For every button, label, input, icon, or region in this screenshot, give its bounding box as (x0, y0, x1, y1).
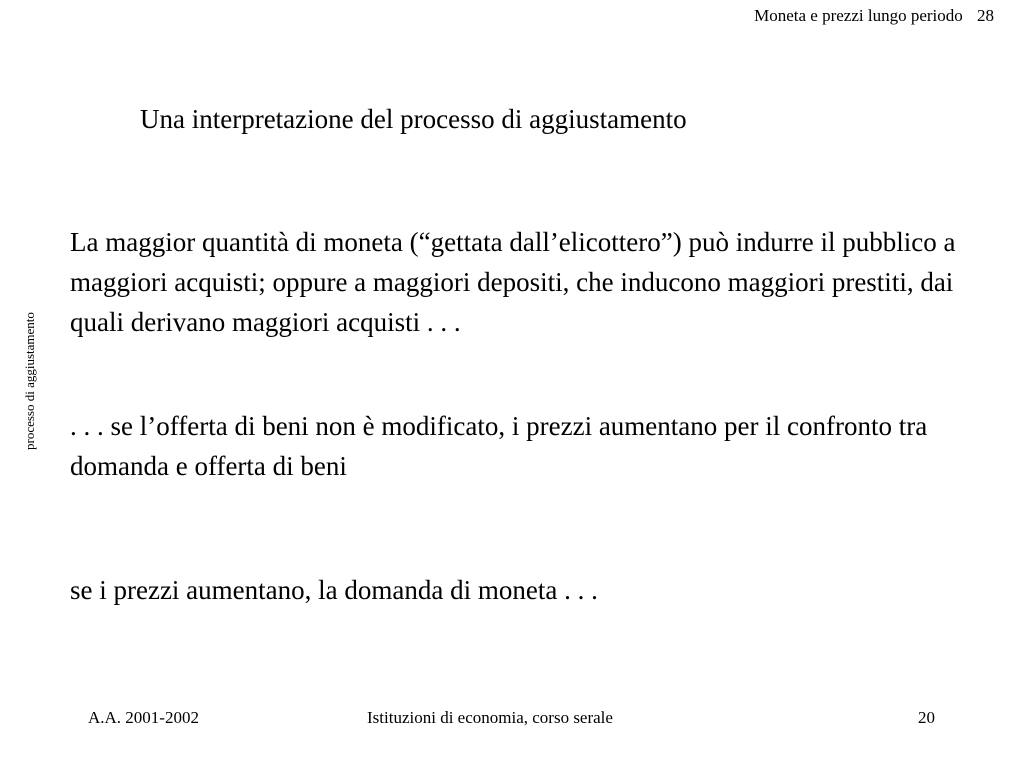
footer-page-number: 20 (918, 708, 935, 727)
body-paragraph-3: se i prezzi aumentano, la domanda di moneta . . . (70, 575, 598, 605)
vertical-section-label: processo di aggiustamento (22, 312, 37, 450)
body-paragraph-1: La maggior quantità di moneta (“gettata dall’elicottero”) può indurre il pubblico a maggiori acquisti; oppure a maggiori depositi, che inducono maggiori prestiti, dai quali derivano maggiori acquisti . . . (70, 227, 956, 337)
body-paragraph-2: . . . se l’offerta di beni non è modificato, i prezzi aumentano per il confronto tra domanda e offerta di beni (70, 411, 928, 481)
header-section-page: 28 (977, 6, 994, 25)
header-section-title: Moneta e prezzi lungo periodo (754, 6, 963, 25)
slide-title: Una interpretazione del processo di aggiustamento (140, 104, 687, 134)
footer-course-name: Istituzioni di economia, corso serale (367, 708, 613, 727)
header-section-info (754, 6, 994, 26)
footer-academic-year: A.A. 2001-2002 (88, 708, 199, 727)
